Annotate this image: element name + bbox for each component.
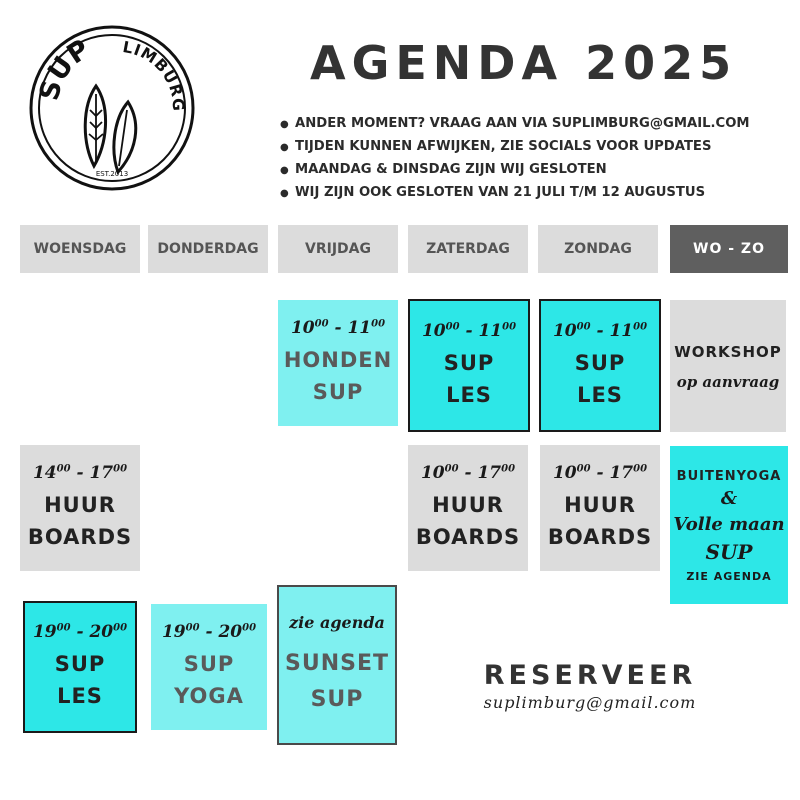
logo [28,24,196,192]
event-label: HUUR [432,493,504,517]
event-label: HONDEN [283,348,393,372]
event-sunset-sup [277,585,397,745]
event-label: WORKSHOP [674,343,782,361]
page-title: AGENDA 2025 [310,36,738,90]
event-label: BUITENYOGA [676,468,782,484]
event-label: SUNSET [284,650,389,676]
event-time: $10^{00} - 17^{00}$ [552,463,648,483]
event-donderdag-sup-yoga [151,604,267,730]
day-header-zaterdag: ZATERDAG [408,225,528,273]
event-label: SUP [54,652,106,676]
event-time: $10^{00} - 11^{00}$ [290,318,386,338]
logo-text-side: LIMBURG [121,37,188,113]
reserveer-email-link[interactable]: suplimburg@gmail.com [483,693,697,712]
logo-graphic [28,24,196,192]
event-time: $10^{00} - 11^{00}$ [552,320,648,341]
note-item: ● TIJDEN KUNNEN AFWIJKEN, ZIE SOCIALS VOOR UPDATES [280,136,785,159]
event-time: $10^{00} - 11^{00}$ [421,320,517,341]
event-label: YOGA [174,684,244,708]
event-label: SUP [183,652,235,676]
event-label: BOARDS [415,525,521,549]
event-note: op aanvraag [676,373,780,391]
day-header-vrijdag: VRIJDAG [278,225,398,273]
event-zondag-huur-boards [540,445,660,571]
event-label: BOARDS [27,525,133,549]
note-item: ● ANDER MOMENT? VRAAG AAN VIA SUPLIMBURG@GMAIL.COM [280,113,785,136]
event-zondag-sup-les [539,299,661,432]
bullet-icon: ● [280,119,289,130]
day-header-woensdag: WOENSDAG [20,225,140,273]
event-time: $19^{00} - 20^{00}$ [32,622,128,642]
event-label: SUP [705,539,753,564]
event-label: HUUR [44,493,116,517]
event-time: $14^{00} - 17^{00}$ [32,463,128,483]
event-label: BOARDS [547,525,653,549]
event-label: SUP [312,380,364,404]
reserveer-title: RESERVEER [483,660,697,691]
event-note: ZIE AGENDA [686,569,772,583]
event-honden-sup [278,300,398,426]
day-header-zondag: ZONDAG [538,225,658,273]
event-note: zie agenda [289,612,385,632]
bullet-icon: ● [280,188,289,199]
event-time: $10^{00} - 17^{00}$ [420,463,516,483]
event-label: LES [57,684,103,708]
day-header-donderdag: DONDERDAG [148,225,268,273]
event-label: SUP [574,350,626,375]
notes-list [280,113,785,205]
event-label: LES [446,382,492,407]
event-label: HUUR [564,493,636,517]
event-label: SUP [310,686,364,712]
note-item: ● WIJ ZIJN OOK GESLOTEN VAN 21 JULI T/M 12 AUGUSTUS [280,182,785,205]
logo-established: EST.2013 [95,170,129,178]
bullet-icon: ● [280,165,289,176]
logo-text-top: SUP [33,33,96,104]
event-label: LES [577,382,623,407]
event-buitenyoga-volle-maan [670,446,788,604]
note-item: ● MAANDAG & DINSDAG ZIJN WIJ GESLOTEN [280,159,785,182]
reserveer-block [470,660,710,712]
event-label: & [720,487,738,509]
event-woensdag-huur-boards [20,445,140,571]
event-time: $19^{00} - 20^{00}$ [161,622,257,642]
event-woensdag-sup-les [23,601,137,733]
bullet-icon: ● [280,142,289,153]
event-label: Volle maan [673,513,785,535]
event-label: SUP [443,350,495,375]
event-zaterdag-sup-les [408,299,530,432]
event-zaterdag-huur-boards [408,445,528,571]
day-header-wo-zo: WO - ZO [670,225,788,273]
event-workshop [670,300,786,432]
